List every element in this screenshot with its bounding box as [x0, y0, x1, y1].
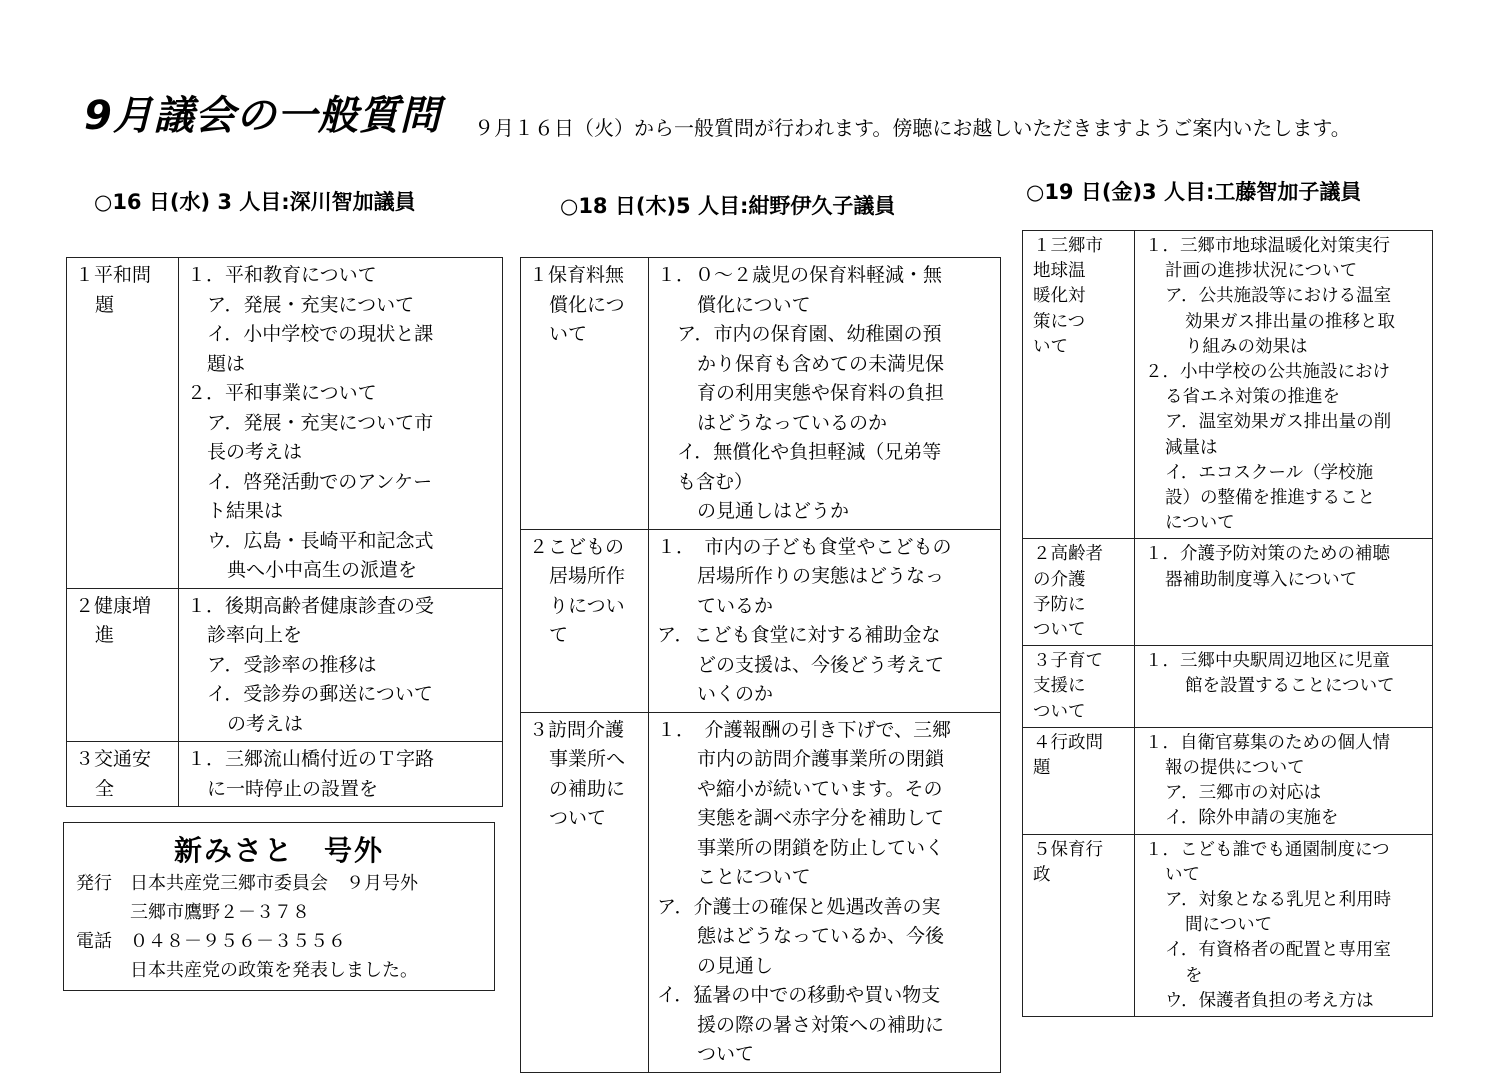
- question-row: [1023, 539, 1433, 646]
- question-line: イ．受診券の郵送について: [207, 683, 433, 705]
- question-line: に一時停止の設置を: [207, 777, 379, 800]
- question-row: [67, 588, 503, 742]
- question-line: ２．平和事業について: [187, 382, 377, 404]
- question-line: ているか: [697, 594, 774, 617]
- question-line: イ．エコスクール（学校施: [1165, 462, 1374, 483]
- question-line: 題は: [207, 352, 246, 375]
- question-line: 減量は: [1165, 437, 1218, 458]
- question-line: 実態を調べ赤字分を補助して: [697, 807, 945, 829]
- topic-line: 題: [95, 293, 115, 316]
- question-line: 器補助制度導入について: [1165, 569, 1358, 590]
- topic-line: の介護: [1033, 569, 1086, 590]
- question-line: ア．公共施設等における温室: [1165, 286, 1392, 307]
- question-line: 事業所の閉鎖を防止していく: [697, 836, 945, 859]
- topic-line: 支援に: [1033, 676, 1086, 697]
- question-row: [1023, 834, 1433, 1016]
- topic-line: １三郷市: [1033, 236, 1103, 256]
- question-line: イ．有資格者の配置と専用室: [1165, 940, 1391, 961]
- topic-cell: [521, 258, 649, 530]
- topic-line: １保育料無: [529, 264, 625, 286]
- topic-cell: [1023, 231, 1135, 539]
- question-line: 診率向上を: [207, 624, 303, 646]
- question-row: [1023, 646, 1433, 728]
- topic-line: ４行政問: [1033, 732, 1103, 753]
- topic-cell: [1023, 646, 1135, 728]
- question-line: いくのか: [697, 683, 774, 705]
- question-line: 館を設置することについて: [1185, 676, 1395, 697]
- question-line: ウ．広島・長崎平和記念式: [207, 529, 434, 552]
- topic-line: ついて: [549, 807, 607, 829]
- question-line: の考えは: [227, 712, 304, 735]
- question-line: も含む）: [677, 470, 754, 493]
- question-line: １．０～２歳児の保育料軽減・無: [657, 264, 943, 286]
- topic-line: 地球温: [1033, 261, 1086, 282]
- question-line: １．三郷流山橋付近のＴ字路: [187, 748, 435, 770]
- question-line: イ．除外申請の実施を: [1165, 808, 1339, 829]
- question-line: 典へ小中高生の派遣を: [227, 559, 418, 581]
- topic-cell: [67, 742, 179, 807]
- question-cell: [649, 258, 1001, 530]
- colophon-box: [63, 822, 495, 991]
- topic-line: ５保育行: [1033, 839, 1103, 860]
- question-line: ことについて: [697, 866, 811, 888]
- topic-cell: [67, 258, 179, 589]
- topic-line: 予防に: [1033, 594, 1086, 615]
- intro-text: ９月１６日（火）から一般質問が行われます。傍聴にお越しいただきますようご案内いたします。: [474, 116, 1351, 140]
- question-line: 育の利用実態や保育料の負担: [697, 382, 945, 404]
- question-line: ア．温室効果ガス排出量の削: [1165, 412, 1392, 433]
- question-line: どの支援は、今後どう考えて: [697, 653, 945, 676]
- question-line: 報の提供について: [1165, 758, 1305, 779]
- topic-line: 償化につ: [549, 293, 625, 316]
- topic-line: ２こどもの: [529, 535, 625, 558]
- colophon-title: 新みさと 号外: [173, 834, 384, 867]
- topic-line: ついて: [1033, 620, 1086, 641]
- question-line: ついて: [697, 1043, 755, 1065]
- question-line: 居場所作りの実態はどうなっ: [697, 565, 945, 587]
- question-line: ア．発展・充実について市: [207, 411, 434, 434]
- topic-line: 事業所へ: [549, 748, 626, 770]
- column-heading-3: ○19 日(金)3 人目:工藤智加子議員: [1026, 180, 1362, 204]
- question-table-konno: [520, 257, 1001, 1073]
- question-line: ア．介護士の確保と処遇改善の実: [657, 895, 941, 918]
- question-row: [521, 712, 1001, 1072]
- question-line: １．平和教育について: [187, 264, 377, 286]
- topic-line: 策につ: [1033, 311, 1086, 332]
- question-line: 計画の進捗状況について: [1165, 261, 1358, 282]
- question-line: ト結果は: [207, 500, 284, 522]
- question-line: １．三郷市地球温暖化対策実行: [1145, 236, 1390, 256]
- question-cell: [179, 588, 503, 742]
- question-line: 態はどうなっているか、今後: [697, 925, 945, 947]
- topic-line: ３子育て: [1033, 651, 1103, 672]
- question-line: １．自衛官募集のための個人情: [1145, 732, 1390, 753]
- topic-line: いて: [1033, 336, 1068, 357]
- question-line: 援の際の暑さ対策への補助に: [697, 1013, 945, 1036]
- question-line: ア．受診率の推移は: [207, 653, 377, 676]
- topic-line: 全: [95, 777, 115, 800]
- column-heading-2: ○18 日(木)5 人目:紺野伊久子議員: [560, 194, 896, 218]
- topic-cell: [521, 712, 649, 1072]
- question-cell: [649, 529, 1001, 712]
- question-line: イ．小中学校での現状と課: [207, 323, 434, 345]
- topic-line: いて: [549, 323, 588, 345]
- colophon-line: 発行 日本共産党三郷市委員会 ９月号外: [76, 873, 418, 894]
- colophon-line: 三郷市鷹野２－３７８: [76, 902, 310, 923]
- question-row: [1023, 231, 1433, 539]
- question-line: １．後期高齢者健康診査の受: [187, 594, 435, 617]
- question-line: ２．小中学校の公共施設におけ: [1145, 362, 1390, 383]
- question-line: ア．発展・充実について: [207, 293, 415, 316]
- topic-line: ３訪問介護: [529, 718, 625, 741]
- topic-line: 政: [1033, 864, 1051, 885]
- question-line: １． 市内の子ども食堂やこどもの: [657, 535, 952, 558]
- topic-line: りについ: [549, 594, 625, 617]
- topic-cell: [521, 529, 649, 712]
- topic-line: ２健康増: [75, 594, 152, 617]
- topic-line: 暖化対: [1033, 286, 1086, 307]
- topic-line: ついて: [1033, 701, 1086, 722]
- topic-line: の補助に: [549, 777, 626, 800]
- topic-cell: [67, 588, 179, 742]
- question-line: の見通し: [697, 954, 774, 977]
- question-row: [1023, 727, 1433, 834]
- question-line: かり保育も含めての未満児保: [697, 352, 945, 375]
- question-cell: [1135, 646, 1433, 728]
- question-line: る省エネ対策の推進を: [1165, 387, 1340, 408]
- question-line: 償化について: [697, 293, 811, 316]
- question-row: [521, 529, 1001, 712]
- question-line: について: [1165, 513, 1235, 534]
- topic-line: て: [549, 624, 569, 646]
- question-line: ア．対象となる乳児と利用時: [1165, 890, 1392, 911]
- topic-line: 題: [1033, 758, 1051, 779]
- topic-cell: [1023, 539, 1135, 646]
- question-cell: [179, 258, 503, 589]
- page-title: 9月議会の一般質問: [84, 93, 441, 139]
- topic-cell: [1023, 834, 1135, 1016]
- question-cell: [1135, 834, 1433, 1016]
- question-cell: [179, 742, 503, 807]
- question-line: ア．こども食堂に対する補助金な: [657, 624, 941, 646]
- question-line: の見通しはどうか: [697, 500, 850, 522]
- question-cell: [649, 712, 1001, 1072]
- question-row: [67, 742, 503, 807]
- topic-line: ３交通安: [75, 748, 152, 770]
- column-heading-1: ○16 日(水) 3 人目:深川智加議員: [94, 190, 416, 214]
- question-cell: [1135, 727, 1433, 834]
- question-line: を: [1185, 965, 1203, 986]
- topic-cell: [1023, 727, 1135, 834]
- question-line: １．こども誰でも通園制度につ: [1145, 839, 1390, 860]
- question-line: イ．無償化や負担軽減（兄弟等: [677, 441, 942, 463]
- question-line: ウ．保護者負担の考え方は: [1165, 990, 1374, 1011]
- question-line: 効果ガス排出量の推移と取: [1185, 311, 1395, 332]
- question-table-kudo: [1022, 230, 1433, 1017]
- topic-line: １平和問: [75, 264, 152, 286]
- question-line: ア．市内の保育園、幼稚園の預: [677, 323, 942, 345]
- question-line: 設）の整備を推進すること: [1165, 488, 1375, 509]
- topic-line: 居場所作: [549, 565, 626, 587]
- question-line: ア．三郷市の対応は: [1165, 783, 1322, 804]
- question-line: いて: [1165, 864, 1200, 885]
- question-line: イ．猛暑の中での移動や買い物支: [657, 984, 941, 1006]
- colophon-line: 日本共産党の政策を発表しました。: [76, 960, 418, 981]
- question-line: はどうなっているのか: [697, 411, 888, 434]
- question-line: 長の考えは: [207, 441, 303, 463]
- question-row: [67, 258, 503, 589]
- question-cell: [1135, 231, 1433, 539]
- question-line: や縮小が続いています。その: [697, 777, 943, 800]
- colophon-line: 電話 ０４８－９５６－３５５６: [76, 931, 346, 952]
- question-line: １．介護予防対策のための補聴: [1145, 544, 1390, 565]
- question-table-fukagawa: [66, 257, 503, 807]
- question-line: り組みの効果は: [1185, 336, 1308, 357]
- question-line: 間について: [1185, 915, 1273, 936]
- question-row: [521, 258, 1001, 530]
- topic-line: 進: [95, 624, 115, 646]
- topic-line: ２高齢者: [1033, 544, 1103, 565]
- question-line: １． 介護報酬の引き下げで、三郷: [657, 718, 952, 741]
- question-line: １．三郷中央駅周辺地区に児童: [1145, 651, 1390, 672]
- question-cell: [1135, 539, 1433, 646]
- question-line: 市内の訪問介護事業所の閉鎖: [697, 748, 945, 770]
- question-line: イ．啓発活動でのアンケー: [207, 470, 433, 493]
